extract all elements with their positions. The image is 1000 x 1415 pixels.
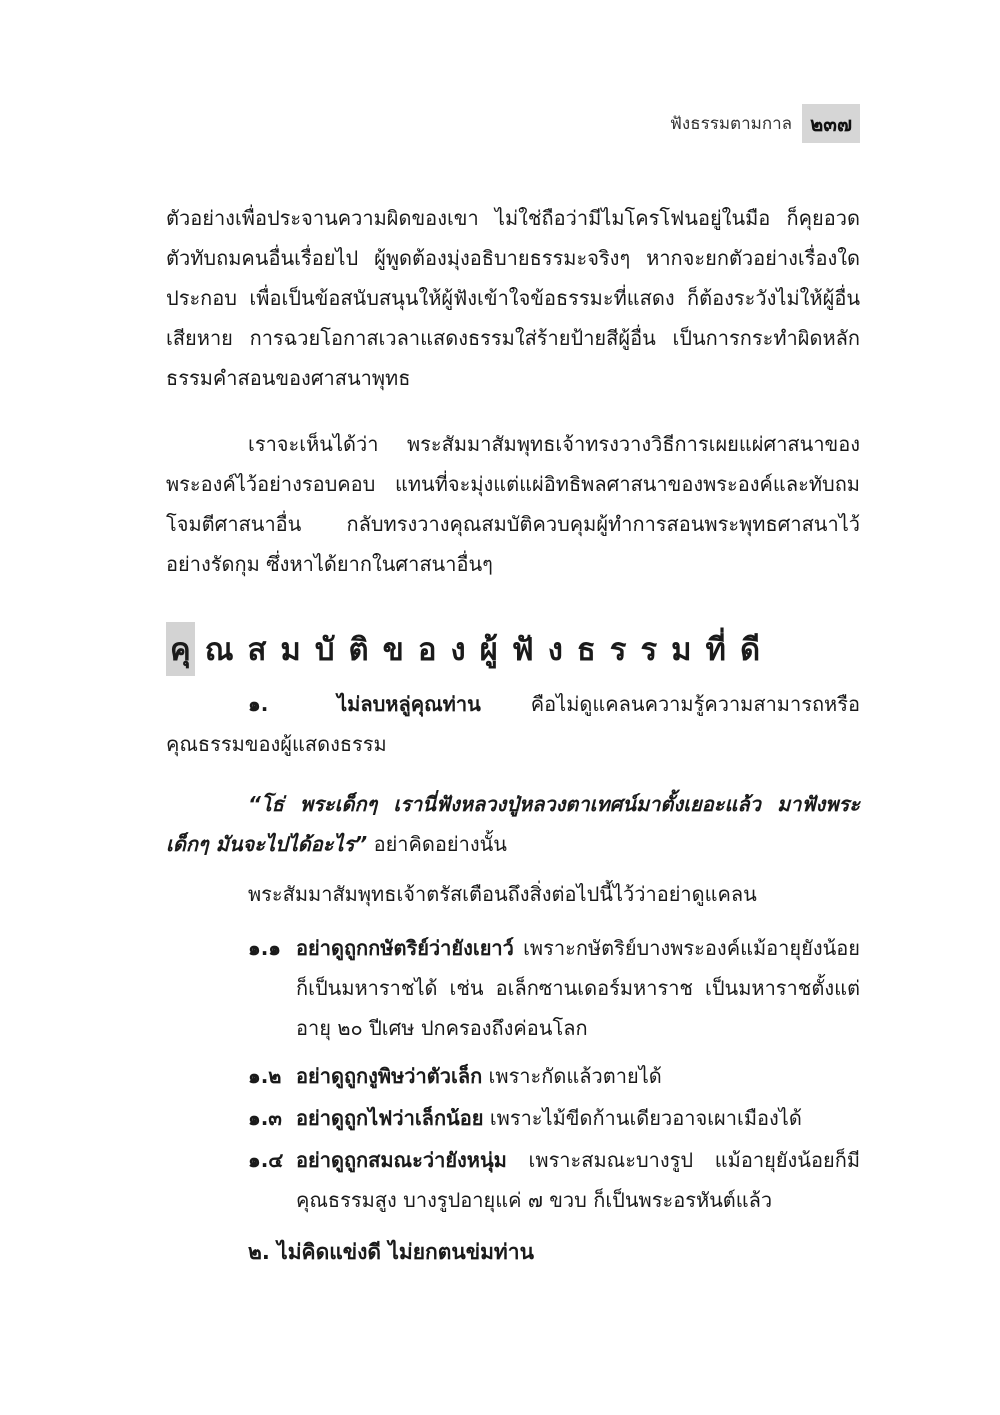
subitem-label: อย่าดูถูกกษัตริย์ว่ายังเยาว์	[296, 936, 514, 960]
subitem-text: เพราะสมณะบางรูป แม้อายุยังน้อยก็มีคุณธรรมสูง บางรูปอายุแค่ ๗ ขวบ ก็เป็นพระอรหันต์แล้ว	[296, 1148, 861, 1212]
subitem-1-2	[248, 1056, 860, 1096]
subitem-number: ๑.๑	[248, 936, 281, 960]
subitem-label: อย่าดูถูกงูพิษว่าตัวเล็ก	[296, 1064, 483, 1088]
heading-rest: ณสมบัติของผู้ฟังธรรมที่ดี	[204, 632, 775, 668]
quote-paragraph	[166, 784, 860, 864]
header-title: ฟังธรรมตามกาล	[669, 114, 793, 134]
paragraph-1: ตัวอย่างเพื่อประจานความผิดของเขา ไม่ใช่ถือว่ามีไมโครโฟนอยู่ในมือ ก็คุยอวดตัวทับถมคนอื่นเรื่อยไป ผู้พูดต้องมุ่งอธิบายธรรมะจริงๆ หากจะยกตัวอย่างเรื่องใดประกอบ เพื่อเป็นข้อสนับสนุนให้ผู้ฟังเข้าใจข้อธรรมะที่แสดง ก็ต้องระวังไม่ให้ผู้อื่นเสียหาย การฉวยโอกาสเวลาแสดงธรรมใส่ร้ายป้ายสีผู้อื่น เป็นการกระทำผิดหลักธรรมคำสอนของศาสนาพุทธ	[166, 206, 860, 390]
section-heading	[166, 622, 860, 676]
subitem-body	[296, 1140, 860, 1220]
item-2-heading: ๒. ไม่คิดแข่งดี ไม่ยกตนข่มท่าน	[248, 1240, 534, 1264]
subitem-number: ๑.๓	[248, 1106, 282, 1130]
item-1-text: คือไม่ดูแคลนความรู้ความสามารถหรือคุณธรรมของผู้แสดงธรรม	[166, 692, 860, 756]
subitem-label: อย่าดูถูกไฟว่าเล็กน้อย	[296, 1106, 484, 1130]
subitem-body	[296, 1098, 860, 1138]
subitem-text: เพราะกษัตริย์บางพระองค์แม้อายุยังน้อยก็เป็นมหาราชได้ เช่น อเล็กซานเดอร์มหาราช เป็นมหาราชตั้งแต่อายุ ๒๐ ปีเศษ ปกครองถึงค่อนโลก	[296, 936, 860, 1040]
item-1	[166, 684, 860, 764]
subitem-1-4	[248, 1140, 860, 1220]
page-number: ๒๓๗	[802, 104, 860, 143]
running-header	[670, 104, 860, 143]
intro-line: พระสัมมาสัมพุทธเจ้าตรัสเตือนถึงสิ่งต่อไปนี้ไว้ว่าอย่าดูแคลน	[248, 882, 757, 906]
item-1-label: ๑. ไม่ลบหลู่คุณท่าน	[248, 692, 481, 716]
paragraph-2: เราจะเห็นได้ว่า พระสัมมาสัมพุทธเจ้าทรงวางวิธีการเผยแผ่ศาสนาของพระองค์ไว้อย่างรอบคอบ แทนที่จะมุ่งแต่แผ่อิทธิพลศาสนาของพระองค์และทับถมโจมตีศาสนาอื่น กลับทรงวางคุณสมบัติควบคุมผู้ทำการสอนพระพุทธศาสนาไว้อย่างรัดกุม ซึ่งหาได้ยากในศาสนาอื่นๆ	[166, 432, 860, 576]
subitem-number: ๑.๒	[248, 1064, 282, 1088]
quote-after: อย่าคิดอย่างนั้น	[373, 832, 507, 856]
heading-initial: คุ	[166, 622, 195, 676]
subitem-body	[296, 928, 860, 1048]
subitem-text: เพราะกัดแล้วตายได้	[488, 1064, 662, 1088]
quote-text: “โธ่ พระเด็กๆ เรานี่ฟังหลวงปู่หลวงตาเทศน์มาตั้งเยอะแล้ว มาฟังพระเด็กๆ มันจะไปได้อะไร”	[166, 792, 860, 856]
subitem-1-3	[248, 1098, 860, 1138]
subitem-number: ๑.๔	[248, 1148, 284, 1172]
subitem-body	[296, 1056, 860, 1096]
subitem-text: เพราะไม้ขีดก้านเดียวอาจเผาเมืองได้	[489, 1106, 802, 1130]
subitem-1-1	[248, 928, 860, 1048]
subitem-label: อย่าดูถูกสมณะว่ายังหนุ่ม	[296, 1148, 507, 1172]
